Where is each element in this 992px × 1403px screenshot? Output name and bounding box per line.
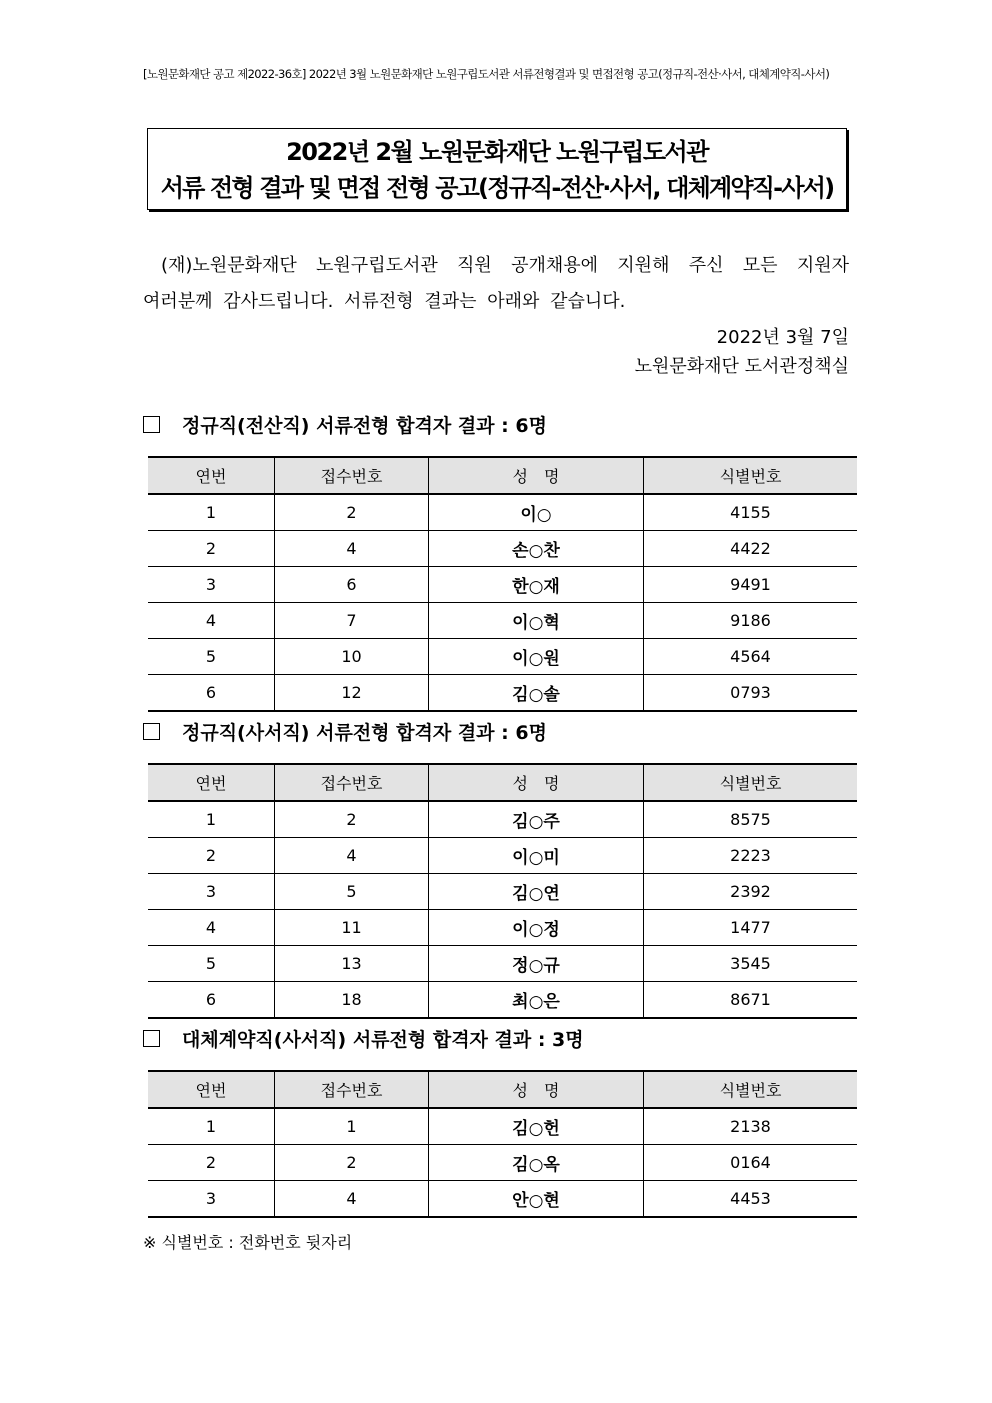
cell-name: 김○주	[429, 801, 644, 838]
cell-reception: 5	[275, 874, 429, 910]
intro-paragraph	[143, 248, 849, 320]
table-row	[148, 838, 857, 874]
cell-reception: 6	[275, 567, 429, 603]
cell-id: 2223	[644, 838, 858, 874]
cell-name: 손○찬	[429, 531, 644, 567]
cell-reception: 2	[275, 494, 429, 531]
header-name: 성 명	[429, 1071, 644, 1108]
footnote: ※ 식별번호 : 전화번호 뒷자리	[143, 1233, 353, 1252]
cell-name: 이○미	[429, 838, 644, 874]
title-line-2: 서류 전형 결과 및 면접 전형 공고(정규직-전산·사서, 대체계약직-사서)	[160, 174, 834, 202]
table-row	[148, 639, 857, 675]
cell-reception: 7	[275, 603, 429, 639]
cell-id: 4422	[644, 531, 858, 567]
header-name: 성 명	[429, 457, 644, 494]
cell-reception: 2	[275, 801, 429, 838]
checkbox-icon	[143, 416, 160, 433]
cell-no: 3	[148, 1181, 275, 1218]
cell-name: 김○솔	[429, 675, 644, 712]
header-no: 연번	[148, 1071, 275, 1108]
cell-name: 이○원	[429, 639, 644, 675]
cell-reception: 10	[275, 639, 429, 675]
header-reception: 접수번호	[275, 764, 429, 801]
title-box	[147, 128, 847, 210]
cell-name: 안○현	[429, 1181, 644, 1218]
cell-no: 2	[148, 531, 275, 567]
cell-name: 이○	[429, 494, 644, 531]
header-no: 연번	[148, 457, 275, 494]
cell-reception: 4	[275, 531, 429, 567]
table-row	[148, 675, 857, 712]
cell-name: 김○연	[429, 874, 644, 910]
results-table-contract	[148, 1070, 857, 1218]
cell-no: 3	[148, 567, 275, 603]
organization-name: 노원문화재단 도서관정책실	[634, 356, 849, 377]
table-row	[148, 946, 857, 982]
cell-name: 정○규	[429, 946, 644, 982]
table-header-row	[148, 457, 857, 494]
cell-no: 5	[148, 639, 275, 675]
table-header-row	[148, 1071, 857, 1108]
section-title-text: 정규직(사서직) 서류전형 합격자 결과 : 6명	[182, 722, 547, 744]
checkbox-icon	[143, 1030, 160, 1047]
results-table-computing	[148, 456, 857, 712]
table-row	[148, 1108, 857, 1145]
cell-no: 1	[148, 494, 275, 531]
cell-name: 김○옥	[429, 1145, 644, 1181]
cell-id: 1477	[644, 910, 858, 946]
cell-reception: 1	[275, 1108, 429, 1145]
cell-id: 8575	[644, 801, 858, 838]
cell-reception: 13	[275, 946, 429, 982]
table-row	[148, 531, 857, 567]
cell-no: 1	[148, 1108, 275, 1145]
title-line-1: 2022년 2월 노원문화재단 노원구립도서관	[286, 138, 708, 166]
cell-id: 9491	[644, 567, 858, 603]
table-row	[148, 874, 857, 910]
cell-reception: 2	[275, 1145, 429, 1181]
header-reception: 접수번호	[275, 1071, 429, 1108]
cell-no: 2	[148, 838, 275, 874]
header-id: 식별번호	[644, 457, 858, 494]
cell-name: 김○헌	[429, 1108, 644, 1145]
table-row	[148, 1145, 857, 1181]
header-id: 식별번호	[644, 764, 858, 801]
results-table-librarian	[148, 763, 857, 1019]
cell-no: 3	[148, 874, 275, 910]
intro-line-1: (재)노원문화재단 노원구립도서관 직원 공개채용에 지원해 주신 모든 지원자	[161, 255, 849, 276]
section-title-text: 정규직(전산직) 서류전형 합격자 결과 : 6명	[182, 415, 547, 437]
checkbox-icon	[143, 723, 160, 740]
cell-reception: 11	[275, 910, 429, 946]
table-row	[148, 494, 857, 531]
cell-id: 3545	[644, 946, 858, 982]
cell-reception: 4	[275, 838, 429, 874]
cell-id: 4453	[644, 1181, 858, 1218]
table-row	[148, 567, 857, 603]
cell-name: 최○은	[429, 982, 644, 1019]
header-name: 성 명	[429, 764, 644, 801]
cell-id: 0793	[644, 675, 858, 712]
table-row	[148, 910, 857, 946]
cell-no: 5	[148, 946, 275, 982]
cell-id: 0164	[644, 1145, 858, 1181]
cell-name: 이○정	[429, 910, 644, 946]
intro-line-2: 여러분께 감사드립니다. 서류전형 결과는 아래와 같습니다.	[143, 291, 626, 312]
notice-date: 2022년 3월 7일	[716, 327, 849, 348]
notice-header-line: [노원문화재단 공고 제2022-36호] 2022년 3월 노원문화재단 노원구립도서관 서류전형결과 및 면접전형 공고(정규직-전산·사서, 대체계약직-사서)	[143, 67, 830, 81]
cell-no: 1	[148, 801, 275, 838]
table-row	[148, 982, 857, 1019]
cell-reception: 18	[275, 982, 429, 1019]
cell-no: 2	[148, 1145, 275, 1181]
cell-id: 8671	[644, 982, 858, 1019]
table-row	[148, 603, 857, 639]
cell-name: 한○재	[429, 567, 644, 603]
cell-no: 6	[148, 675, 275, 712]
cell-no: 4	[148, 910, 275, 946]
header-id: 식별번호	[644, 1071, 858, 1108]
cell-id: 9186	[644, 603, 858, 639]
cell-id: 4155	[644, 494, 858, 531]
cell-id: 2138	[644, 1108, 858, 1145]
cell-reception: 12	[275, 675, 429, 712]
cell-id: 2392	[644, 874, 858, 910]
header-reception: 접수번호	[275, 457, 429, 494]
section-title-librarian	[143, 718, 547, 745]
section-title-contract	[143, 1025, 584, 1052]
cell-no: 4	[148, 603, 275, 639]
section-title-computing	[143, 411, 547, 438]
table-header-row	[148, 764, 857, 801]
cell-name: 이○혁	[429, 603, 644, 639]
table-row	[148, 1181, 857, 1218]
cell-no: 6	[148, 982, 275, 1019]
section-title-text: 대체계약직(사서직) 서류전형 합격자 결과 : 3명	[182, 1029, 584, 1051]
cell-id: 4564	[644, 639, 858, 675]
cell-reception: 4	[275, 1181, 429, 1218]
table-row	[148, 801, 857, 838]
header-no: 연번	[148, 764, 275, 801]
